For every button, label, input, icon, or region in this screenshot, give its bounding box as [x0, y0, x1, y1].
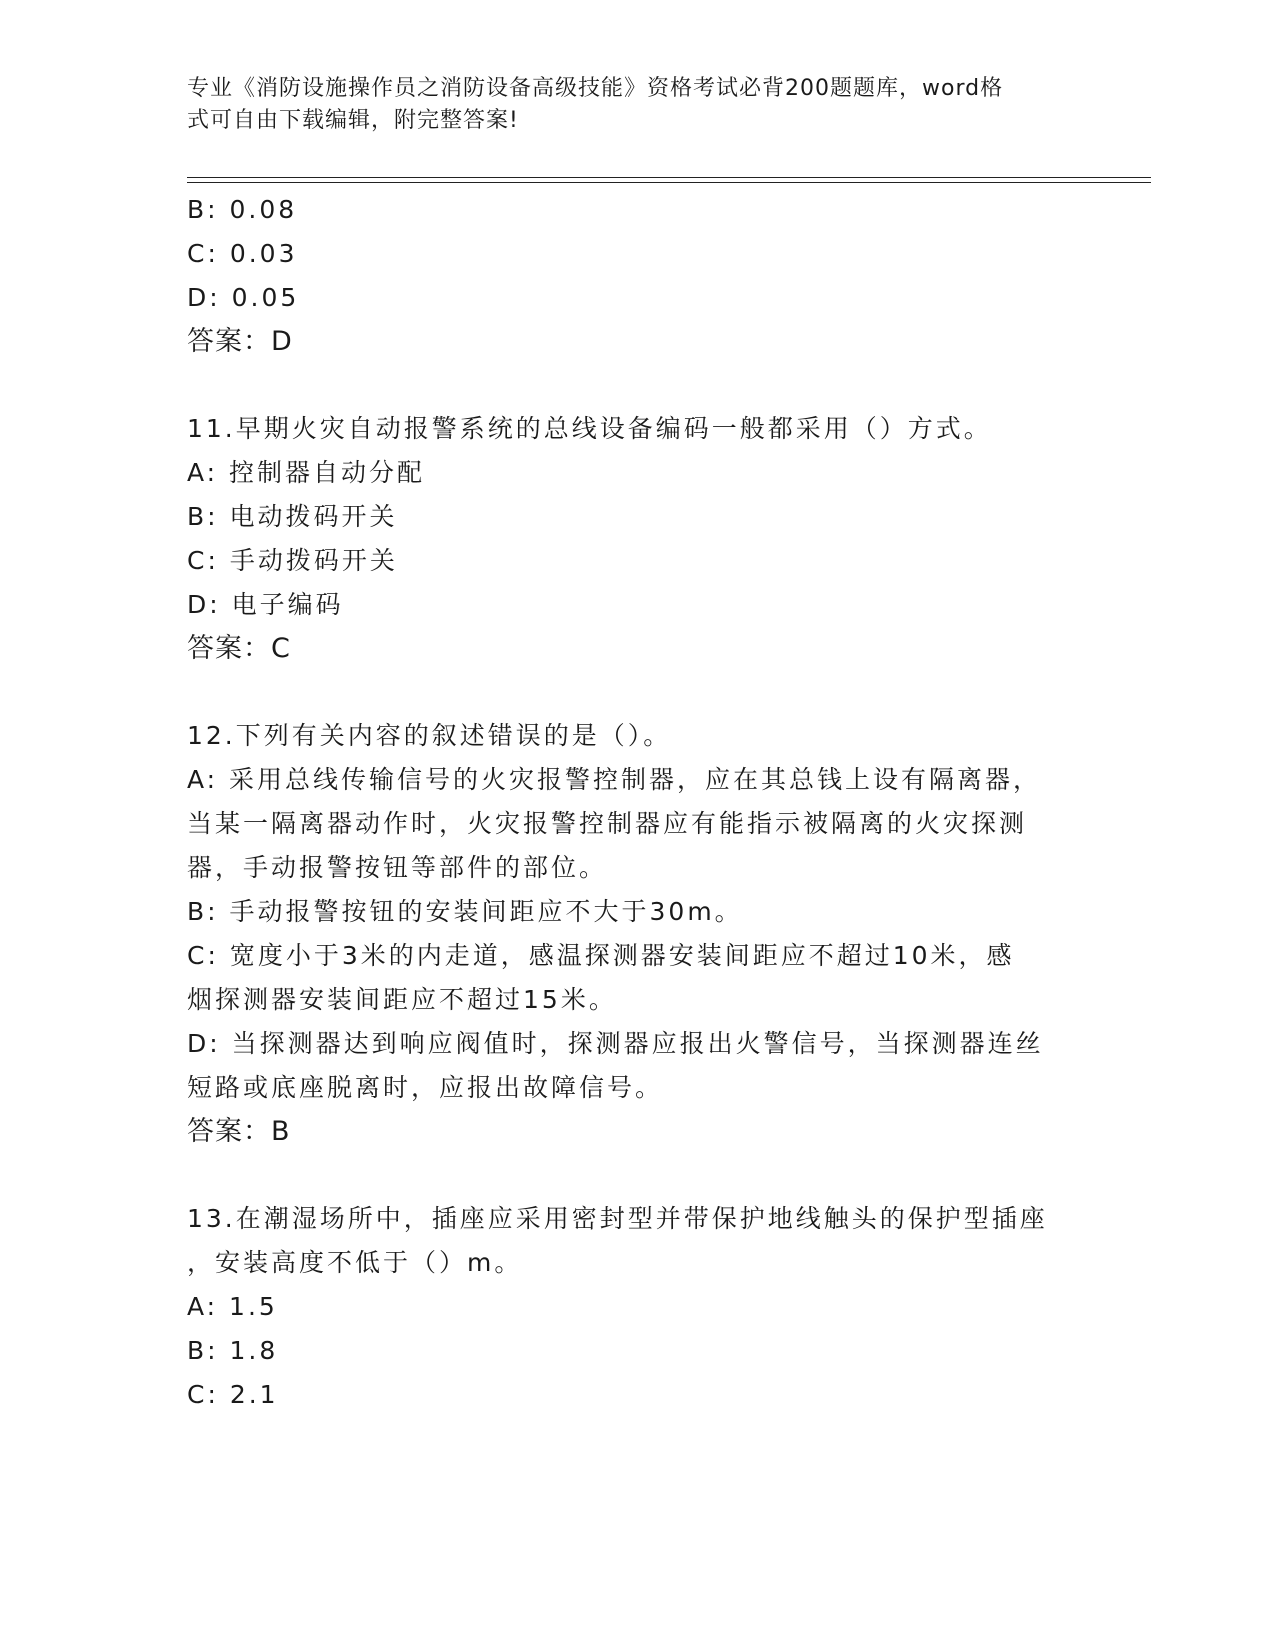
q10-answer: 答案：D [187, 326, 293, 357]
q10-option-c: C: 0.03 [187, 239, 298, 268]
header-divider-bottom [187, 182, 1151, 183]
q10-option-b: B: 0.08 [187, 195, 298, 224]
q12-option-d-line-2: 短路或底座脱离时，应报出故障信号。 [187, 1073, 664, 1102]
q12-option-b: B: 手动报警按钮的安装间距应不大于30m。 [187, 897, 743, 926]
header-line-2: 式可自由下载编辑，附完整答案! [187, 108, 519, 133]
header-divider-top [187, 177, 1151, 178]
q11-option-b: B: 电动拨码开关 [187, 502, 398, 531]
q11-question: 11.早期火灾自动报警系统的总线设备编码一般都采用（）方式。 [187, 414, 992, 443]
q13-option-b: B: 1.8 [187, 1336, 279, 1365]
q12-option-a-line-1: A: 采用总线传输信号的火灾报警控制器，应在其总钱上设有隔离器， [187, 765, 1042, 794]
q12-option-a-line-3: 器，手动报警按钮等部件的部位。 [187, 853, 608, 882]
q13-option-a: A: 1.5 [187, 1292, 278, 1321]
q12-option-a-line-2: 当某一隔离器动作时，火灾报警控制器应有能指示被隔离的火灾探测 [187, 809, 1028, 838]
q10-option-d: D: 0.05 [187, 283, 300, 312]
q12-option-c-line-1: C: 宽度小于3米的内走道，感温探测器安装间距应不超过10米，感 [187, 941, 1015, 970]
q13-question-line-2: ，安装高度不低于（）m。 [187, 1248, 523, 1277]
q12-option-c-line-2: 烟探测器安装间距应不超过15米。 [187, 985, 617, 1014]
q12-question: 12.下列有关内容的叙述错误的是（）。 [187, 721, 672, 750]
q13-question-line-1: 13.在潮湿场所中，插座应采用密封型并带保护地线触头的保护型插座 [187, 1204, 1048, 1233]
q12-answer: 答案：B [187, 1116, 291, 1147]
q12-option-d-line-1: D: 当探测器达到响应阀值时，探测器应报出火警信号，当探测器连丝 [187, 1029, 1044, 1058]
q11-answer: 答案：C [187, 633, 291, 664]
header-line-1: 专业《消防设施操作员之消防设备高级技能》资格考试必背200题题库，word格 [187, 76, 1004, 101]
q11-option-d: D: 电子编码 [187, 590, 344, 619]
q13-option-c: C: 2.1 [187, 1380, 279, 1409]
q11-option-a: A: 控制器自动分配 [187, 458, 426, 487]
q11-option-c: C: 手动拨码开关 [187, 546, 398, 575]
document-header [187, 73, 1067, 137]
